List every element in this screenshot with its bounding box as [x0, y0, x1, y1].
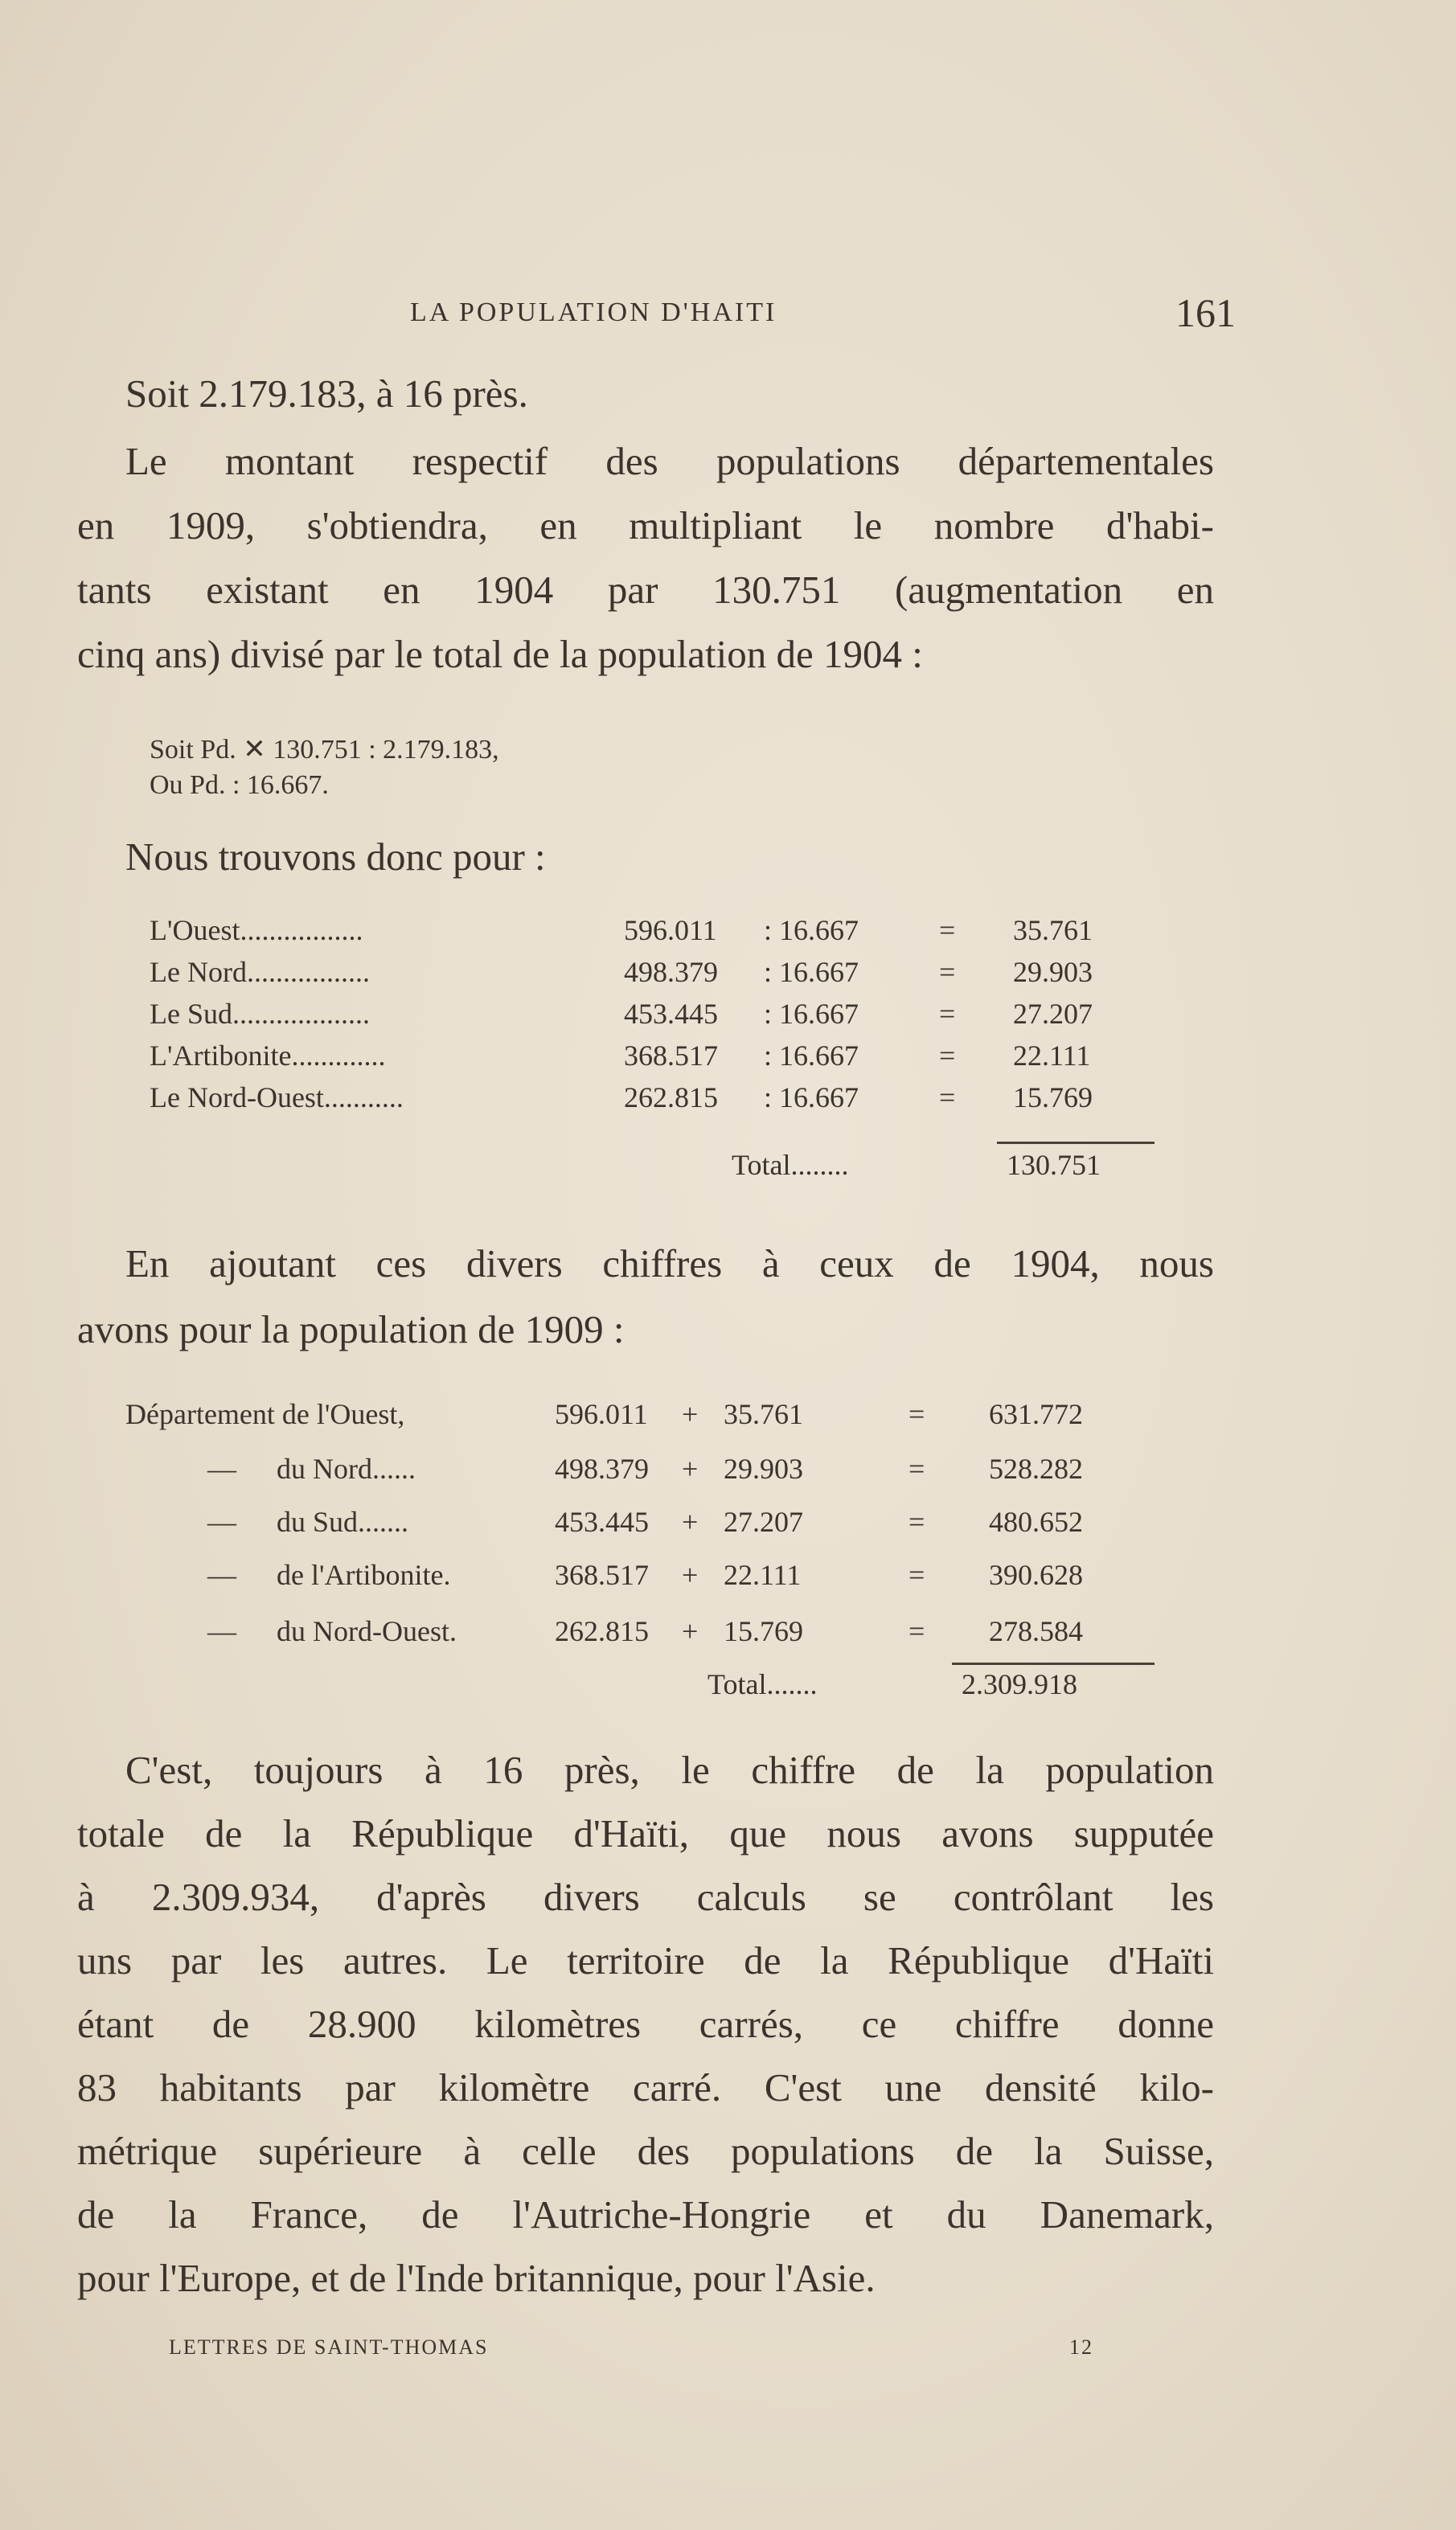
row-result: 15.769	[1013, 1081, 1093, 1113]
text-line: tants existant en 1904 par 130.751 (augmentation en	[77, 568, 1214, 612]
row-equals: =	[939, 914, 956, 946]
text-line: de la France, de l'Autriche-Hongrie et du Danemark,	[77, 2192, 1214, 2237]
total-label: Total........	[732, 1149, 849, 1181]
row-population: 368.517	[624, 1039, 718, 1072]
row-ditto-dash: —	[207, 1559, 236, 1591]
row-label: du Nord-Ouest.	[277, 1615, 457, 1647]
row-pop-1904: 596.011	[555, 1398, 648, 1430]
row-result: 29.903	[1013, 956, 1093, 988]
row-population: 498.379	[624, 956, 718, 988]
total-label: Total.......	[707, 1668, 818, 1700]
row-pop-1909: 278.584	[989, 1615, 1083, 1647]
text-line: à 2.309.934, d'après divers calculs se contrôlant les	[77, 1875, 1214, 1919]
row-pop-1904: 262.815	[555, 1615, 649, 1647]
row-population: 596.011	[624, 914, 717, 946]
formula-line: Ou Pd. : 16.667.	[150, 770, 329, 800]
row-pop-1909: 528.282	[989, 1453, 1083, 1485]
total-value: 2.309.918	[962, 1668, 1077, 1700]
row-equals: =	[908, 1506, 925, 1538]
total-rule	[997, 1142, 1155, 1144]
row-result: 27.207	[1013, 998, 1093, 1030]
row-increase: 27.207	[724, 1506, 803, 1538]
row-label: L'Ouest.................	[150, 914, 363, 946]
row-divisor: : 16.667	[764, 914, 859, 946]
total-rule	[952, 1663, 1155, 1665]
row-divisor: : 16.667	[764, 1039, 859, 1072]
row-pop-1904: 368.517	[555, 1559, 649, 1591]
row-pop-1909: 631.772	[989, 1398, 1083, 1430]
row-divisor: : 16.667	[764, 998, 859, 1030]
row-plus: +	[682, 1615, 699, 1647]
row-pop-1909: 480.652	[989, 1506, 1083, 1538]
row-label: L'Artibonite.............	[150, 1039, 386, 1072]
text-line: C'est, toujours à 16 près, le chiffre de la population	[125, 1748, 1214, 1792]
text-line: 83 habitants par kilomètre carré. C'est une densité kilo-	[77, 2065, 1214, 2110]
row-label: Le Sud...................	[150, 998, 370, 1030]
page-number: 161	[1175, 290, 1236, 335]
row-label: du Sud.......	[277, 1506, 409, 1538]
row-increase: 22.111	[724, 1559, 802, 1591]
text-line: étant de 28.900 kilomètres carrés, ce chiffre donne	[77, 2002, 1214, 2046]
intro-line: Soit 2.179.183, à 16 près.	[125, 371, 528, 416]
text-line: En ajoutant ces divers chiffres à ceux de 1904, nous	[125, 1241, 1214, 1286]
row-equals: =	[939, 1039, 956, 1072]
row-population: 262.815	[624, 1081, 718, 1113]
total-value: 130.751	[1007, 1149, 1101, 1181]
text-line: Le montant respectif des populations départementales	[125, 439, 1214, 483]
row-pop-1904: 453.445	[555, 1506, 649, 1538]
text-line: pour l'Europe, et de l'Inde britannique, pour l'Asie.	[77, 2256, 876, 2300]
row-pop-1909: 390.628	[989, 1559, 1083, 1591]
text-line: uns par les autres. Le territoire de la République d'Haïti	[77, 1938, 1214, 1983]
row-ditto-dash: —	[207, 1506, 236, 1538]
row-result: 35.761	[1013, 914, 1093, 946]
text-line: cinq ans) divisé par le total de la population de 1904 :	[77, 632, 923, 676]
row-label: Le Nord-Ouest...........	[150, 1081, 404, 1113]
row-label: du Nord......	[277, 1453, 416, 1485]
row-increase: 15.769	[724, 1615, 803, 1647]
row-increase: 35.761	[724, 1398, 803, 1430]
row-plus: +	[682, 1506, 699, 1538]
row-plus: +	[682, 1398, 699, 1430]
lead-in: Nous trouvons donc pour :	[125, 834, 546, 879]
row-equals: =	[908, 1559, 925, 1591]
row-equals: =	[939, 956, 956, 988]
running-title: LA POPULATION D'HAITI	[410, 297, 777, 327]
row-ditto-dash: —	[207, 1615, 236, 1647]
row-plus: +	[682, 1559, 699, 1591]
row-label: Le Nord.................	[150, 956, 370, 988]
row-divisor: : 16.667	[764, 956, 859, 988]
row-increase: 29.903	[724, 1453, 803, 1485]
row-divisor: : 16.667	[764, 1081, 859, 1113]
row-equals: =	[908, 1398, 925, 1430]
row-label: Département de l'Ouest,	[125, 1398, 405, 1430]
row-equals: =	[939, 1081, 956, 1113]
row-plus: +	[682, 1453, 699, 1485]
row-label: de l'Artibonite.	[277, 1559, 451, 1591]
formula-line: Soit Pd. ✕ 130.751 : 2.179.183,	[150, 735, 499, 765]
text-line: métrique supérieure à celle des populations de la Suisse,	[77, 2129, 1214, 2173]
row-population: 453.445	[624, 998, 718, 1030]
row-ditto-dash: —	[207, 1453, 236, 1485]
footer-signature-mark: 12	[1069, 2335, 1093, 2359]
text-line: avons pour la population de 1909 :	[77, 1307, 625, 1351]
footer-signature: LETTRES DE SAINT-THOMAS	[169, 2335, 489, 2359]
row-pop-1904: 498.379	[555, 1453, 649, 1485]
text-line: en 1909, s'obtiendra, en multipliant le nombre d'habi-	[77, 503, 1214, 547]
text-line: totale de la République d'Haïti, que nous avons supputée	[77, 1811, 1214, 1855]
row-equals: =	[939, 998, 956, 1030]
row-equals: =	[908, 1453, 925, 1485]
row-equals: =	[908, 1615, 925, 1647]
row-result: 22.111	[1013, 1039, 1091, 1072]
